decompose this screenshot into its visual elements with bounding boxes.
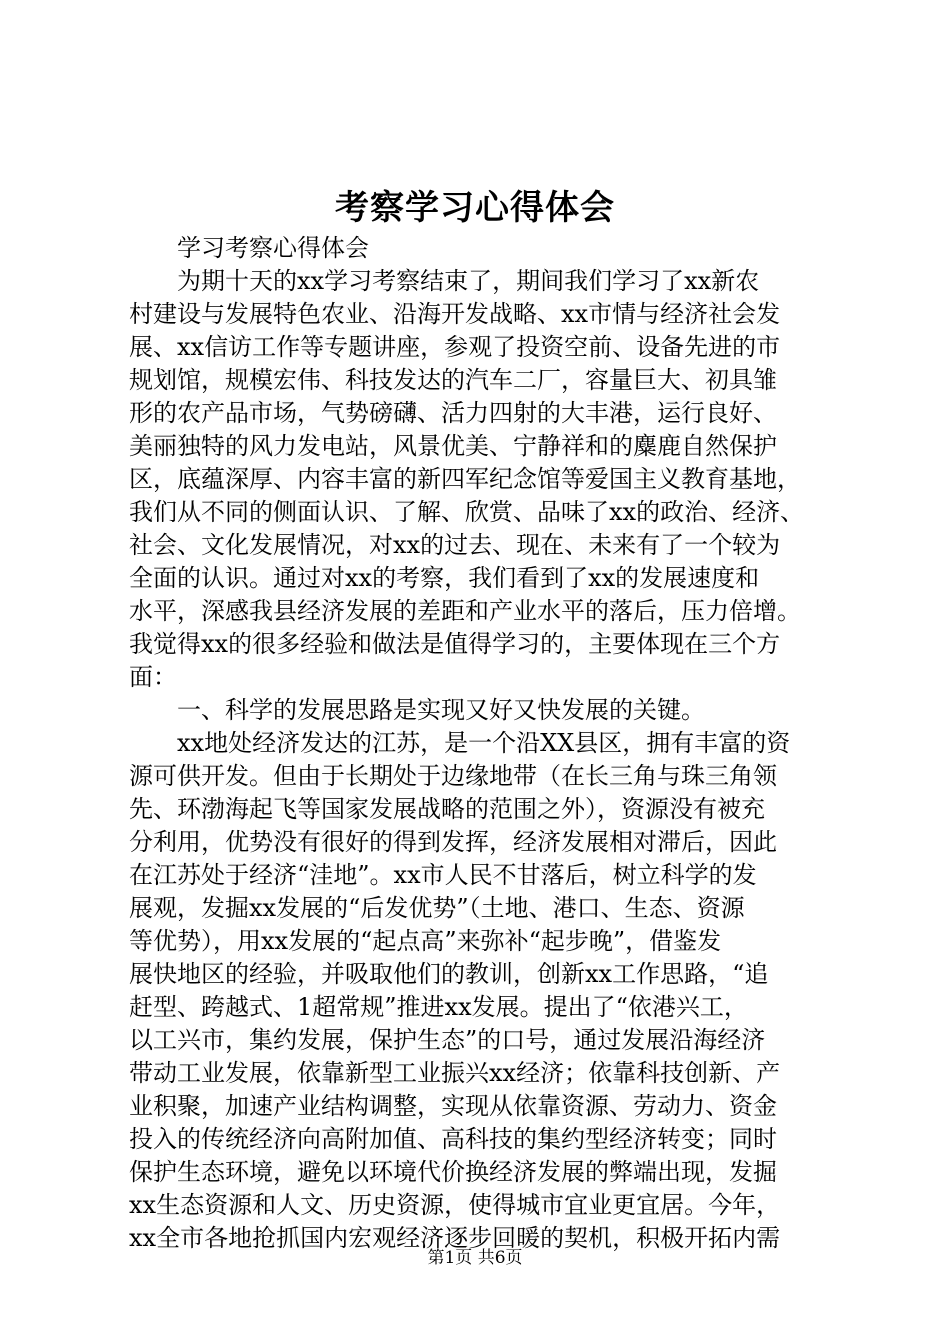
body-line: 先、环渤海起飞等国家发展战略的范围之外），资源没有被充 <box>129 795 765 823</box>
body-line: 在江苏处于经济“洼地”。xx市人民不甘落后，树立科学的发 <box>129 861 757 889</box>
body-line: 村建设与发展特色农业、沿海开发战略、xx市情与经济社会发 <box>129 300 781 328</box>
document-title: 考察学习心得体会 <box>335 188 615 228</box>
body-line: 带动工业发展，依靠新型工业振兴xx经济；依靠科技创新、产 <box>129 1059 781 1087</box>
document-body <box>129 232 829 1255</box>
body-line: 保护生态环境，避免以环境代价换经济发展的弊端出现，发掘 <box>129 1158 777 1186</box>
body-line: xx生态资源和人文、历史资源，使得城市宜业更宜居。今年， <box>129 1191 781 1219</box>
body-line: 形的农产品市场，气势磅礴、活力四射的大丰港，运行良好、 <box>129 399 777 427</box>
body-line: 我觉得xx的很多经验和做法是值得学习的，主要体现在三个方 <box>129 630 781 658</box>
body-line: 区，底蕴深厚、内容丰富的新四军纪念馆等爱国主义教育基地， <box>129 465 801 493</box>
body-line: 为期十天的xx学习考察结束了，期间我们学习了xx新农 <box>129 267 760 295</box>
body-line: 我们从不同的侧面认识、了解、欣赏、品味了xx的政治、经济、 <box>129 498 805 526</box>
body-line: 学习考察心得体会 <box>129 234 369 262</box>
body-line: 社会、文化发展情况，对xx的过去、现在、未来有了一个较为 <box>129 531 781 559</box>
body-line: xx全市各地抢抓国内宏观经济逐步回暖的契机，积极开拓内需 <box>129 1224 781 1252</box>
body-line: 全面的认识。通过对xx的考察，我们看到了xx的发展速度和 <box>129 564 760 592</box>
body-line: 展快地区的经验，并吸取他们的教训，创新xx工作思路，“追 <box>129 960 769 988</box>
body-line: 展、xx信访工作等专题讲座，参观了投资空前、设备先进的市 <box>129 333 781 361</box>
body-line: 以工兴市，集约发展，保护生态”的口号，通过发展沿海经济 <box>129 1026 766 1054</box>
body-line: 赶型、跨越式、1超常规”推进xx发展。提出了“依港兴工， <box>129 993 748 1021</box>
body-line: 规划馆，规模宏伟、科技发达的汽车二厂，容量巨大、初具雏 <box>129 366 777 394</box>
body-line: 一、科学的发展思路是实现又好又快发展的关键。 <box>129 696 705 724</box>
page-footer: 第1页 共6页 <box>427 1248 523 1268</box>
body-line: 分利用，优势没有很好的得到发挥，经济发展相对滞后，因此 <box>129 828 777 856</box>
body-line: 展观，发掘xx发展的“后发优势”（土地、港口、生态、资源 <box>129 894 745 922</box>
body-line: 投入的传统经济向高附加值、高科技的集约型经济转变；同时 <box>129 1125 777 1153</box>
body-line: xx地处经济发达的江苏，是一个沿XX县区，拥有丰富的资 <box>129 729 791 757</box>
body-line: 水平，深感我县经济发展的差距和产业水平的落后，压力倍增。 <box>129 597 801 625</box>
body-line: 等优势），用xx发展的“起点高”来弥补“起步晚”，借鉴发 <box>129 927 722 955</box>
body-line: 业积聚，加速产业结构调整，实现从依靠资源、劳动力、资金 <box>129 1092 777 1120</box>
body-line: 源可供开发。但由于长期处于边缘地带（在长三角与珠三角领 <box>129 762 777 790</box>
body-line: 面： <box>129 663 177 691</box>
body-line: 美丽独特的风力发电站，风景优美、宁静祥和的麋鹿自然保护 <box>129 432 777 460</box>
